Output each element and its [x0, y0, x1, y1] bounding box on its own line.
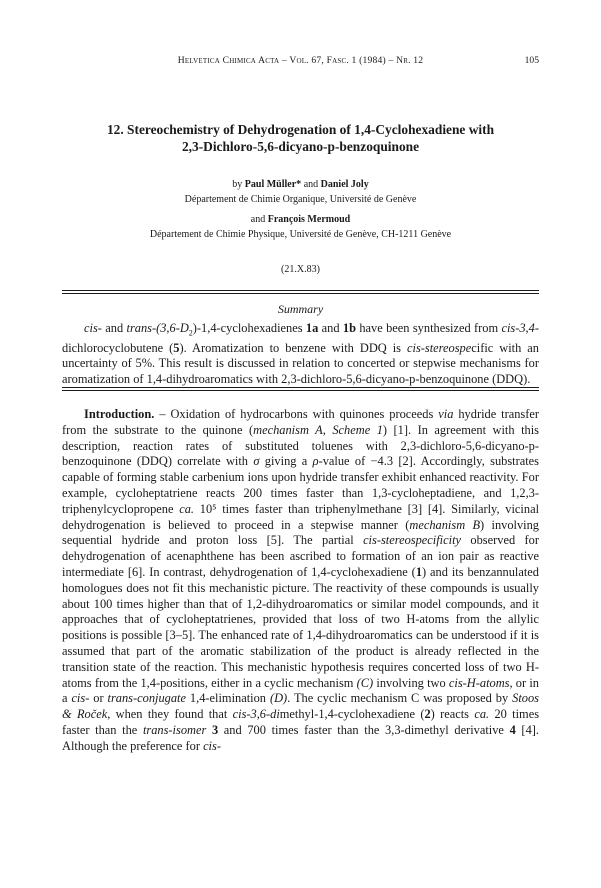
running-header — [62, 55, 539, 69]
author-line-1 — [62, 178, 539, 193]
received-date: (21.X.83) — [281, 264, 320, 275]
and-word: and — [250, 214, 266, 225]
title-line-2: 2,3-Dichloro-5,6-dicyano-p-benzoquinone — [181, 139, 420, 154]
section-heading: Introduction. — [84, 407, 155, 421]
divider — [62, 290, 539, 291]
summary-text: cis- and trans-$(3,6-D_2)-1,4$-cyclohexadienes 1a and 1b have been synthesized from cis-3,4-dichlorocyclobutene (5). Aromatization to benzene with DDQ is cis-stereospecific with an uncertainty of 5%. This result is discussed in relation to concerted or stepwise mechanisms for aromatization of 1,4-dihydroaromatics with 2,3-dichloro-5,6-dicyano-p-benzoquinone (DDQ). — [62, 321, 539, 386]
divider — [62, 387, 539, 388]
article-title — [62, 121, 539, 155]
affiliation: Département de Chimie Organique, Université de Genève — [184, 193, 417, 205]
summary-heading: Summary — [277, 302, 324, 316]
affiliation: Département de Chimie Physique, Université de Genève, CH-1211 Genève — [149, 228, 452, 240]
author-block — [62, 178, 539, 242]
introduction-paragraph — [62, 407, 539, 755]
author-name: Paul Müller* — [244, 179, 302, 190]
introduction-text: – Oxidation of hydrocarbons with quinones proceeds via hydride transfer from the substrate to the quinone (mechanism A, Scheme 1) [1]. In agreement with this description, reaction rates of substituted toluenes with 2,3-dichloro-5,6-dicyano-p-benzoquinone (DDQ) correlate with σ giving a ρ-value of −4.3 [2]. Accordingly, substrates capable of forming stable carbenium ions upon hydride transfer exhibit enhanced reactivity. For example, cycloheptatriene reacts 200 times faster than 1,3-cycloheptadiene, and 1,2,3-triphenylcyclopropene ca. 10⁵ times faster than triphenylmethane [3] [4]. Similarly, vicinal dehydrogenation is believed to proceed in a stepwise manner (mechanism B) involving sequential hydride and proton loss [5]. The partial cis-stereospecificity observed for dehydrogenation of acenaphthene has been ascribed to formation of an ion pair as reactive intermediate [6]. In contrast, dehydrogenation of 1,4-cyclohexadiene (1) and its benzannulated homologues does not fit this mechanistic picture. The reactivity of these compounds is usually about 100 times higher than that of 1,2-dihydroaromatics or similar model compounds, and it approaches that of cycloheptatrienes, provided that loss of two H-atoms from the allylic positions is possible [3–5]. The enhanced rate of 1,4-dihydroaromatics can be understood if it is assumed that part of the aromatic stabilization of the product is already reflected in the transition state of the reaction. This mechanistic hypothesis requires concerted loss of two H-atoms from the 1,4-positions, either in a cyclic mechanism (C) involving two cis-H-atoms, or in a cis- or trans-conjugate 1,4-elimination (D). The cyclic mechanism C was proposed by Stoos & Roček, when they found that cis-3,6-dimethyl-1,4-cyclohexadiene (2) reacts ca. 20 times faster than the trans-isomer 3 and 700 times faster than the 3,3-dimethyl derivative 4 [4]. Although the preference for cis- — [62, 407, 540, 753]
author-name: François Mermoud — [267, 214, 351, 225]
and-word: and — [303, 179, 319, 190]
journal-citation: Helvetica Chimica Acta – Vol. 67, Fasc. 1 (1984) – Nr. 12 — [177, 55, 424, 66]
by-word: by — [232, 179, 243, 190]
divider — [62, 293, 539, 294]
page-number: 105 — [524, 55, 539, 66]
author-name: Daniel Joly — [320, 179, 369, 190]
divider — [62, 390, 539, 391]
title-line-1: 12. Stereochemistry of Dehydrogenation of 1,4-Cyclohexadiene with — [106, 122, 495, 137]
author-line-2 — [62, 213, 539, 228]
